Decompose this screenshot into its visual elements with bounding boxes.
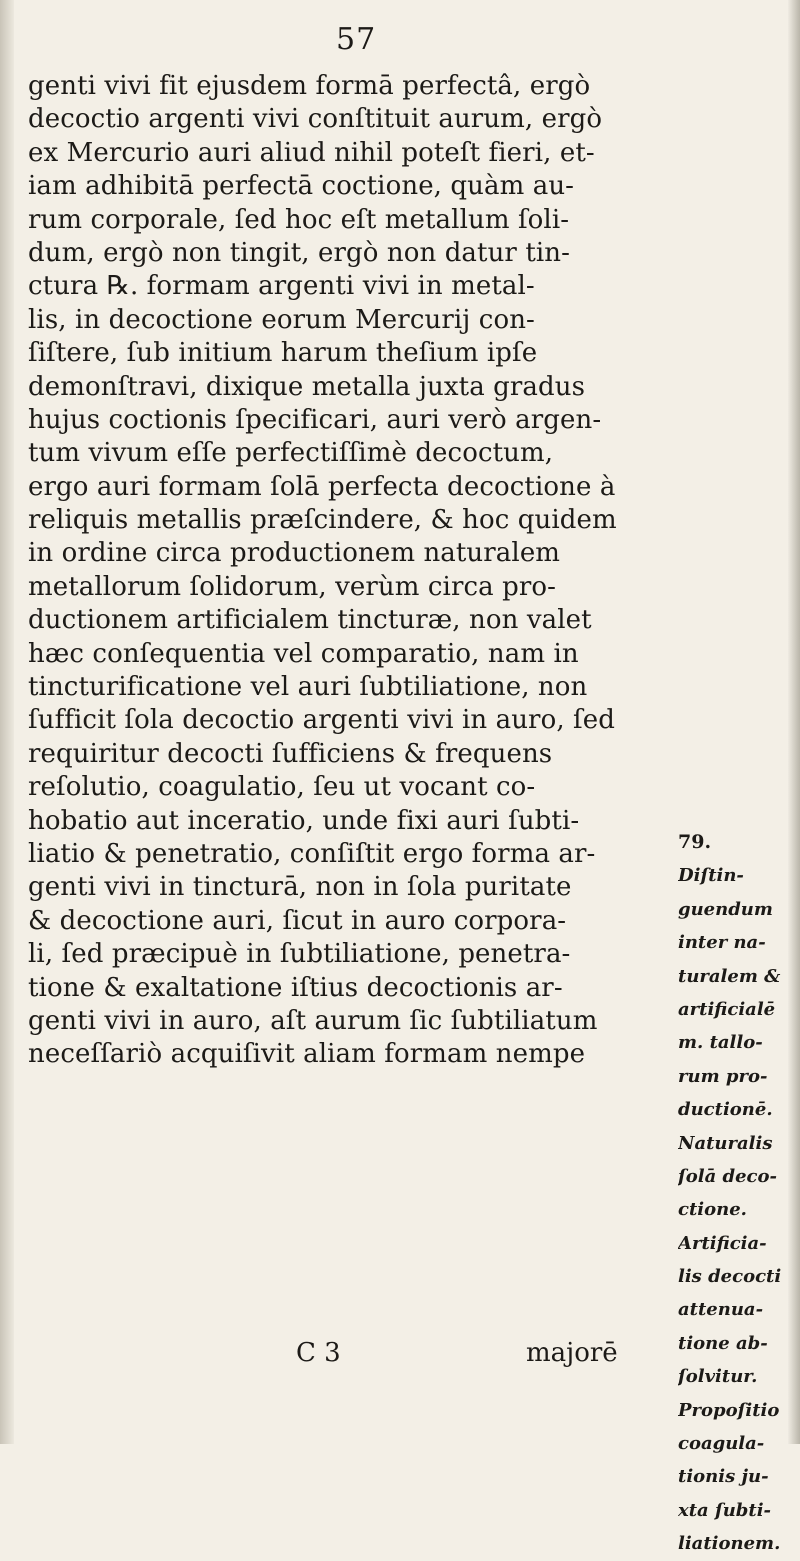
text-line: ctura ℞. formam argenti vivi in metal- bbox=[28, 271, 535, 302]
text-line: li, ſed præcipuè in ſubtiliatione, penetra- bbox=[28, 939, 571, 970]
margin-notes bbox=[678, 826, 793, 1561]
margin-note: m. tallo- bbox=[678, 1032, 763, 1054]
margin-note: tionis ju- bbox=[678, 1466, 769, 1488]
text-line: ductionem artificialem tincturæ, non valet bbox=[28, 605, 592, 636]
text-line: ſufficit ſola decoctio argenti vivi in auro, ſed bbox=[28, 705, 616, 736]
margin-note: ſolā deco- bbox=[678, 1165, 777, 1187]
text-line: reſolutio, coagulatio, ſeu ut vocant co- bbox=[28, 772, 536, 803]
margin-note: Diſtin- bbox=[678, 865, 744, 887]
text-line: ſiſtere, ſub initium harum theſium ipſe bbox=[28, 338, 538, 369]
margin-note: 79. bbox=[678, 831, 712, 853]
text-line: & decoctione auri, ſicut in auro corpora- bbox=[28, 905, 567, 936]
text-line: tum vivum eſſe perfectiſſimè decoctum, bbox=[28, 438, 554, 469]
margin-note: guendum bbox=[678, 898, 773, 920]
margin-note: rum pro- bbox=[678, 1065, 768, 1087]
catchline bbox=[28, 1338, 668, 1372]
margin-note: ductionē. bbox=[678, 1099, 773, 1121]
margin-note: liationem. bbox=[678, 1533, 781, 1555]
text-line: requiritur decocti ſufficiens & frequens bbox=[28, 738, 553, 769]
text-line: tincturificatione vel auri ſubtiliatione, non bbox=[28, 672, 588, 703]
text-line: hujus coctionis ſpecificari, auri verò argen- bbox=[28, 404, 602, 435]
text-line: genti vivi fit ejusdem formā perfectâ, ergò bbox=[28, 71, 591, 101]
page-edge-left bbox=[0, 0, 14, 1444]
margin-note: Artificia- bbox=[678, 1232, 767, 1254]
text-line: neceſſariò acquiſivit aliam formam nempe bbox=[28, 1039, 586, 1070]
margin-note: lis decocti bbox=[678, 1266, 782, 1288]
text-line: demonſtravi, dixique metalla juxta gradus bbox=[28, 371, 586, 402]
margin-note: inter na- bbox=[678, 932, 766, 954]
text-line: ergo auri formam ſolā perfecta decoctione à bbox=[28, 471, 616, 502]
text-line: in ordine circa productionem naturalem bbox=[28, 538, 561, 569]
text-line: ex Mercurio auri aliud nihil poteſt fieri, et- bbox=[28, 137, 595, 168]
text-line: hæc conſequentia vel comparatio, nam in bbox=[28, 638, 579, 669]
margin-note: turalem & bbox=[678, 965, 781, 987]
text-line: dum, ergò non tingit, ergò non datur tin- bbox=[28, 237, 571, 268]
text-line: rum corporale, ſed hoc eſt metallum ſoli- bbox=[28, 204, 570, 235]
body-text bbox=[28, 70, 668, 1072]
margin-note: ctione. bbox=[678, 1199, 747, 1221]
signature-mark: C 3 bbox=[296, 1338, 341, 1368]
text-line: genti vivi in auro, aſt aurum ſic ſubtiliatum bbox=[28, 1005, 598, 1036]
text-line: decoctio argenti vivi conſtituit aurum, ergò bbox=[28, 104, 603, 135]
margin-note: coagula- bbox=[678, 1433, 765, 1455]
text-line: iam adhibitā perfectā coctione, quàm au- bbox=[28, 171, 575, 202]
page-number: 57 bbox=[336, 22, 377, 57]
catchword: majorē bbox=[526, 1338, 618, 1368]
text-line: lis, in decoctione eorum Mercurij con- bbox=[28, 304, 535, 335]
margin-note: artificialē bbox=[678, 998, 776, 1020]
text-line: genti vivi in tincturā, non in ſola puritate bbox=[28, 872, 572, 903]
margin-note: ſolvitur. bbox=[678, 1366, 758, 1388]
text-line: hobatio aut inceratio, unde fixi auri ſubti- bbox=[28, 805, 580, 836]
margin-note: attenua- bbox=[678, 1299, 764, 1321]
text-line: reliquis metallis præſcindere, & hoc quidem bbox=[28, 505, 617, 536]
margin-note: Propoſitio bbox=[678, 1399, 780, 1421]
margin-note: Naturalis bbox=[678, 1132, 773, 1154]
text-line: liatio & penetratio, conſiſtit ergo forma ar- bbox=[28, 838, 596, 869]
margin-note: xta ſubti- bbox=[678, 1499, 772, 1521]
text-line: tione & exaltatione iſtius decoctionis ar- bbox=[28, 972, 563, 1003]
margin-note: tione ab- bbox=[678, 1332, 768, 1354]
text-line: metallorum ſolidorum, verùm circa pro- bbox=[28, 571, 557, 602]
